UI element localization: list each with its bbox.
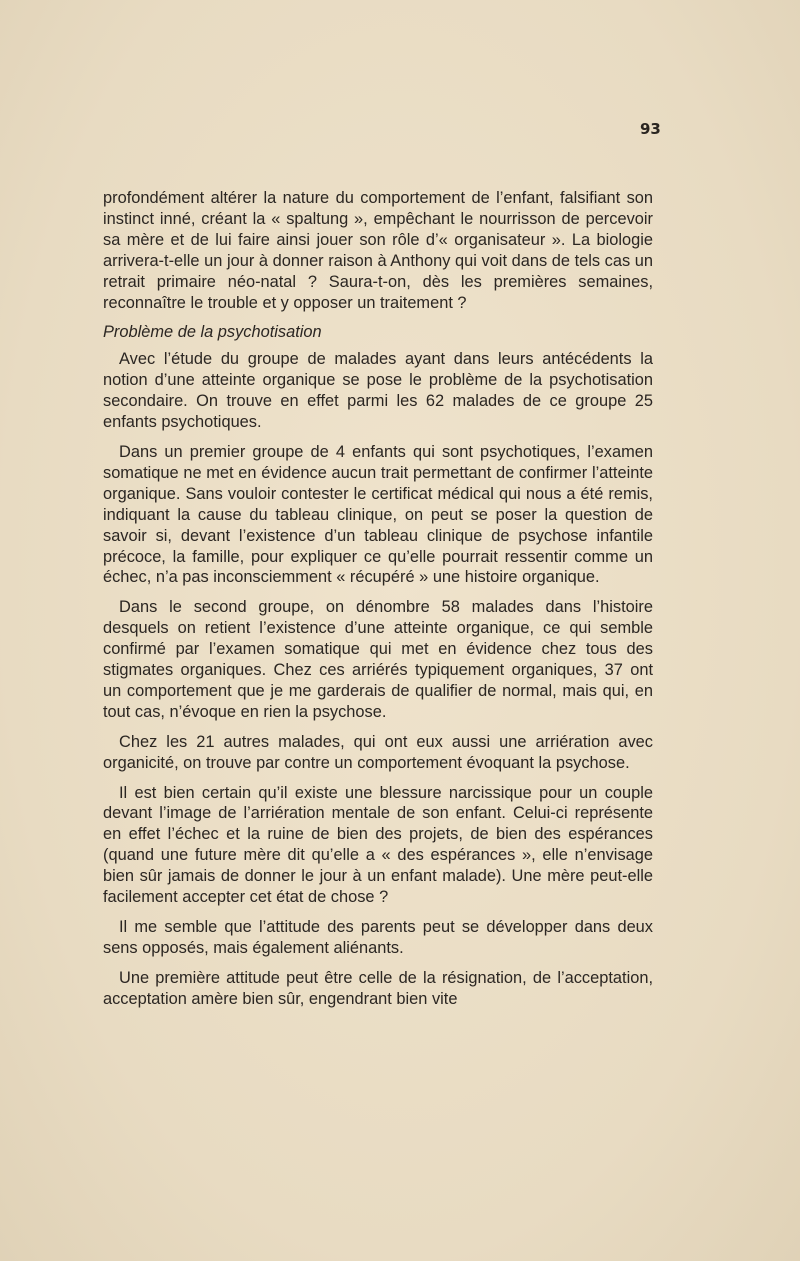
paragraph: Dans un premier groupe de 4 enfants qui sont psychotiques, l’examen somatique ne met en évidence aucun trait permettant de confirmer l’atteinte organique. Sans vouloir contester le certificat médical qui nous a été remis, indiquant la cause du tableau clinique, on peut se poser la question de savoir si, devant l’existence d’un tableau clinique de psychose infantile précoce, la famille, pour expliquer ce qu’elle pourrait ressentir comme un échec, n’a pas inconsciemment « récupéré » une histoire organique. — [103, 442, 653, 587]
paragraph: Il me semble que l’attitude des parents peut se développer dans deux sens opposés, mais également aliénants. — [103, 918, 653, 957]
section-heading: Problème de la psychotisation — [103, 323, 322, 342]
paragraph: Dans le second groupe, on dénombre 58 malades dans l’histoire desquels on retient l’existence d’une atteinte organique, ce qui semble confirmé par l’examen somatique qui met en évidence chez tous des stigmates organiques. Chez ces arriérés typiquement organiques, 37 ont un comportement que je me garderais de qualifier de normal, mais qui, en tout cas, n’évoque en rien la psychose. — [103, 598, 653, 721]
paragraph: Avec l’étude du groupe de malades ayant dans leurs antécédents la notion d’une atteinte organique se pose le problème de la psychotisation secondaire. On trouve en effet parmi les 62 malades de ce groupe 25 enfants psychotiques. — [103, 350, 653, 432]
paragraph-continued: profondément altérer la nature du comportement de l’enfant, falsifiant son instinct inné, créant la « spaltung », empêchant le nourrisson de percevoir sa mère et de lui faire ainsi jouer son rôle d’« organisateur ». La biologie arrivera-t-elle un jour à donner raison à Anthony qui voit dans de tels cas un retrait primaire néo-natal ? Saura-t-on, dès les premières semaines, reconnaître le trouble et y opposer un traitement ? — [103, 189, 653, 312]
paragraph: Une première attitude peut être celle de la résignation, de l’acceptation, acceptation amère bien sûr, engendrant bien vite — [103, 968, 653, 1008]
page-body — [103, 188, 653, 1019]
page-number: 93 — [640, 120, 661, 138]
paragraph: Chez les 21 autres malades, qui ont eux aussi une arriération avec organicité, on trouve par contre un comportement évoquant la psychose. — [103, 732, 653, 772]
paragraph: Il est bien certain qu’il existe une blessure narcissique pour un couple devant l’image de l’arriération mentale de son enfant. Celui-ci représente en effet l’échec et la ruine de bien des projets, de bien des espérances (quand une future mère dit qu’elle a « des espérances », elle n’envisage bien sûr jamais de donner le jour à un enfant malade). Une mère peut-elle facilement accepter cet état de chose ? — [103, 783, 653, 907]
